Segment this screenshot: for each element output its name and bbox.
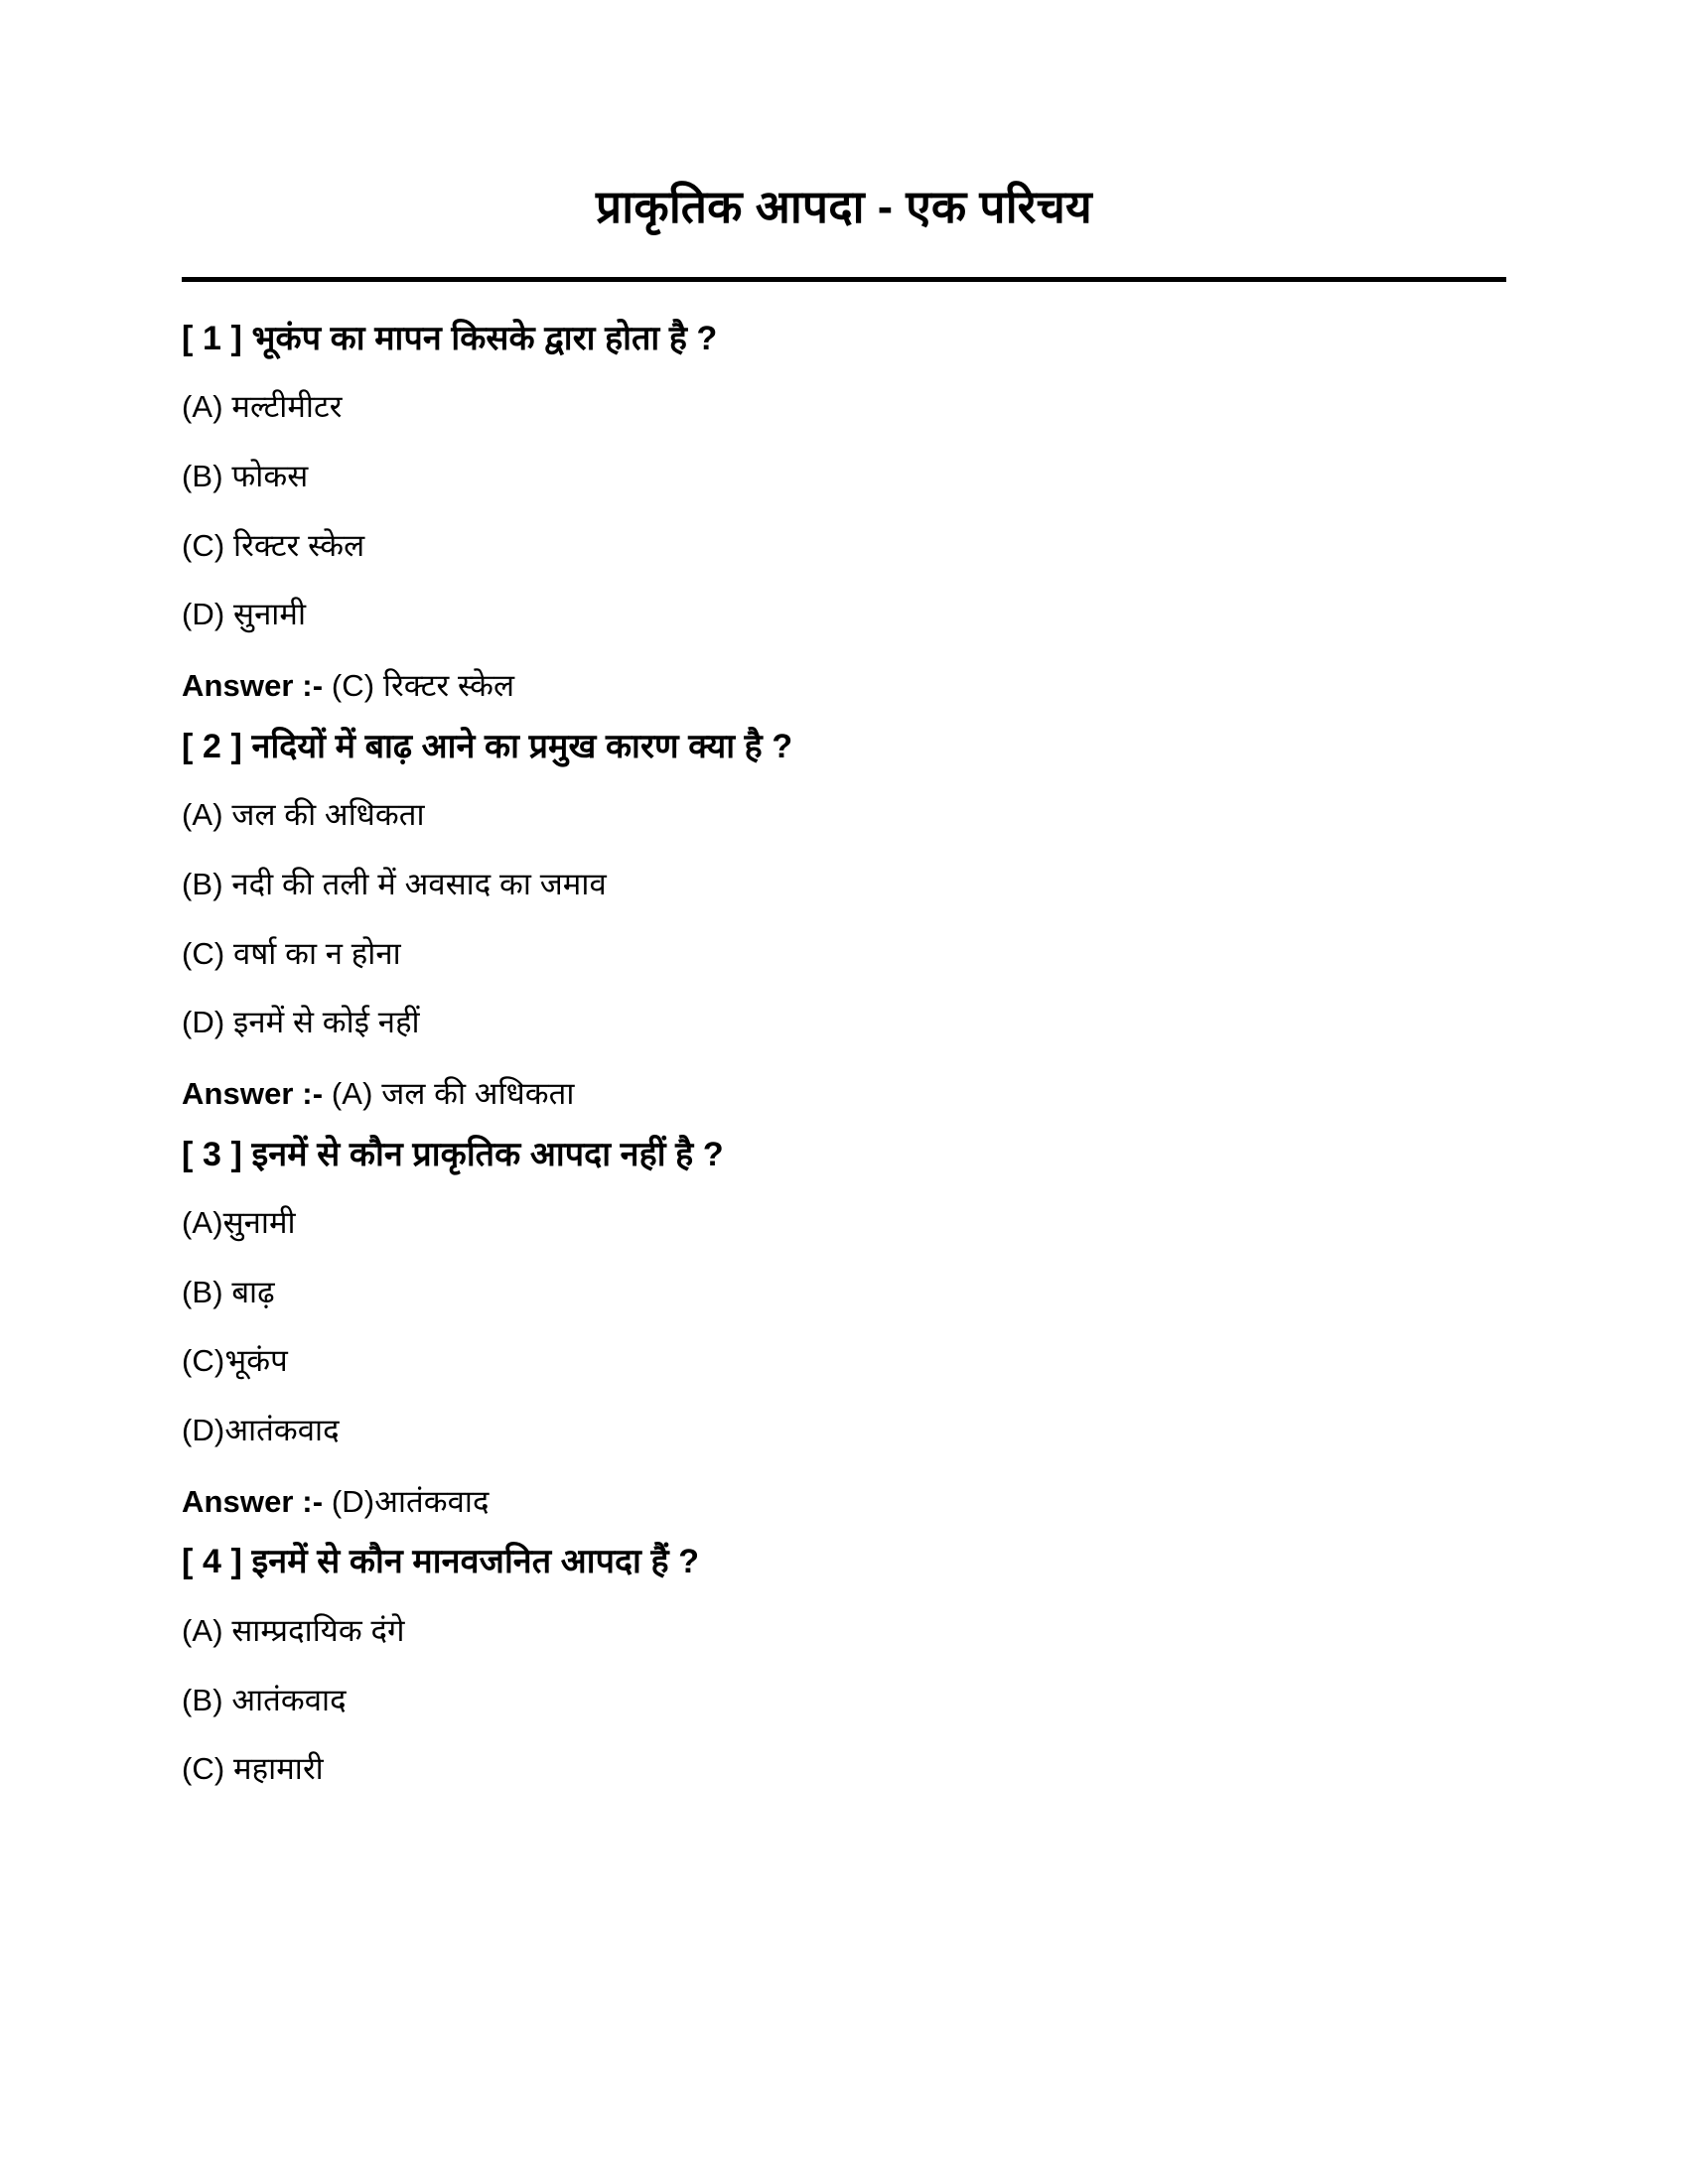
option-c[interactable]: (C) महामारी <box>182 1751 324 1787</box>
option-b[interactable]: (B) नदी की तली में अवसाद का जमाव <box>182 866 607 901</box>
question-block <box>182 308 1506 716</box>
option-d[interactable]: (D)आतंकवाद <box>182 1413 340 1448</box>
answer-line <box>182 1464 1506 1532</box>
option-b[interactable]: (B) आतंकवाद <box>182 1682 347 1717</box>
option-a[interactable]: (A) साम्प्रदायिक दंगे <box>182 1612 405 1648</box>
question-text: [ 3 ] इनमें से कौन प्राकृतिक आपदा नहीं है ? <box>182 1135 724 1173</box>
answer-line <box>182 648 1506 716</box>
question-text: [ 2 ] नदियों में बाढ़ आने का प्रमुख कारण क्या है ? <box>182 727 793 765</box>
question-list <box>182 282 1506 1803</box>
answer-label: Answer :- <box>182 1075 324 1111</box>
option-b[interactable]: (B) बाढ़ <box>182 1274 275 1309</box>
option-a[interactable]: (A) जल की अधिकता <box>182 797 425 833</box>
option-c[interactable]: (C) रिक्टर स्केल <box>182 527 365 563</box>
page-title: प्राकृतिक आपदा - एक परिचय <box>596 181 1092 232</box>
question-block <box>182 1531 1506 1803</box>
option-a[interactable]: (A)सुनामी <box>182 1205 296 1241</box>
answer-value: (C) रिक्टर स्केल <box>331 668 515 704</box>
answer-value: (A) जल की अधिकता <box>331 1075 575 1111</box>
option-d[interactable]: (D) इनमें से कोई नहीं <box>182 1005 420 1040</box>
answer-line <box>182 1056 1506 1124</box>
question-text: [ 1 ] भूकंप का मापन किसके द्वारा होता है ? <box>182 319 718 357</box>
option-b[interactable]: (B) फोकस <box>182 459 309 494</box>
question-block <box>182 1124 1506 1532</box>
question-text: [ 4 ] इनमें से कौन मानवजनित आपदा हैं ? <box>182 1543 700 1581</box>
option-d[interactable]: (D) सुनामी <box>182 597 307 632</box>
option-c[interactable]: (C)भूकंप <box>182 1343 288 1379</box>
question-block <box>182 716 1506 1124</box>
answer-value: (D)आतंकवाद <box>331 1483 490 1519</box>
option-c[interactable]: (C) वर्षा का न होना <box>182 935 401 971</box>
answer-label: Answer :- <box>182 1483 324 1519</box>
answer-label: Answer :- <box>182 668 324 704</box>
option-a[interactable]: (A) मल्टीमीटर <box>182 389 343 425</box>
